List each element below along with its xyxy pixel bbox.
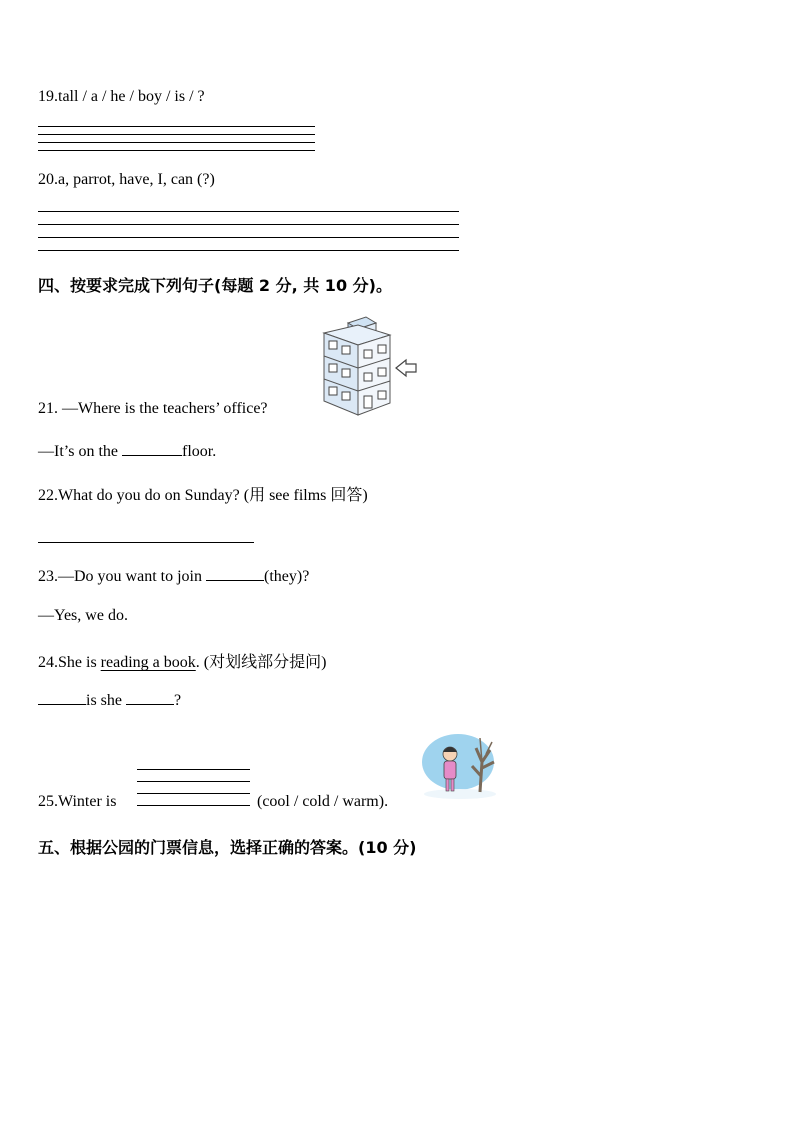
q19-answer-line-4[interactable] [38, 150, 315, 151]
q25-line-1[interactable] [137, 769, 250, 770]
q23-question-row [38, 566, 309, 586]
q23-answer: —Yes, we do. [38, 607, 128, 624]
q21-answer-prefix: —It’s on the [38, 443, 122, 460]
q19-answer-line-2[interactable] [38, 134, 315, 135]
q24-question-row [38, 649, 326, 672]
q19-text: 19.tall / a / he / boy / is / ? [38, 88, 205, 105]
q23-question-prefix: 23.—Do you want to join [38, 568, 206, 585]
q24-underlined-phrase: reading a book [100, 654, 196, 671]
q20-answer-line-1[interactable] [38, 211, 459, 212]
q25-prefix: 25.Winter is [38, 793, 117, 810]
q21-answer-suffix: floor. [182, 443, 217, 460]
q24-answer-row [38, 690, 181, 710]
q19-answer-line-3[interactable] [38, 142, 315, 143]
q23-blank[interactable] [206, 566, 264, 581]
building-icon [318, 313, 418, 417]
section5-heading: 五、根据公园的门票信息，选择正确的答案。(10 分) [38, 838, 417, 857]
q24-suffix: . (对划线部分提问) [195, 654, 327, 671]
q19-answer-line-1[interactable] [38, 126, 315, 127]
girl-winter-tree-icon [420, 732, 500, 800]
q24-answer-end: ? [174, 692, 182, 709]
q24-blank-2[interactable] [126, 690, 174, 705]
q21-blank[interactable] [122, 441, 182, 456]
q21-question: 21. —Where is the teachers’ office? [38, 400, 268, 417]
q25-line-3[interactable] [137, 793, 250, 794]
q20-text: 20.a, parrot, have, I, can (?) [38, 171, 215, 188]
q20-answer-line-4[interactable] [38, 250, 459, 251]
q20-answer-line-3[interactable] [38, 237, 459, 238]
q22-question: 22.What do you do on Sunday? (用 see films 回答) [38, 487, 368, 504]
q24-prefix: 24.She is [38, 654, 101, 671]
q24-answer-mid: is she [86, 692, 126, 709]
q21-answer-row [38, 441, 216, 461]
q25-line-2[interactable] [137, 781, 250, 782]
q25-options: (cool / cold / warm). [257, 793, 389, 810]
q23-question-suffix: (they)? [264, 568, 310, 585]
section4-heading: 四、按要求完成下列句子(每题 2 分, 共 10 分)。 [38, 276, 392, 295]
q20-answer-line-2[interactable] [38, 224, 459, 225]
q22-answer-line[interactable] [38, 542, 254, 543]
q24-blank-1[interactable] [38, 690, 86, 705]
q25-line-4[interactable] [137, 805, 250, 806]
